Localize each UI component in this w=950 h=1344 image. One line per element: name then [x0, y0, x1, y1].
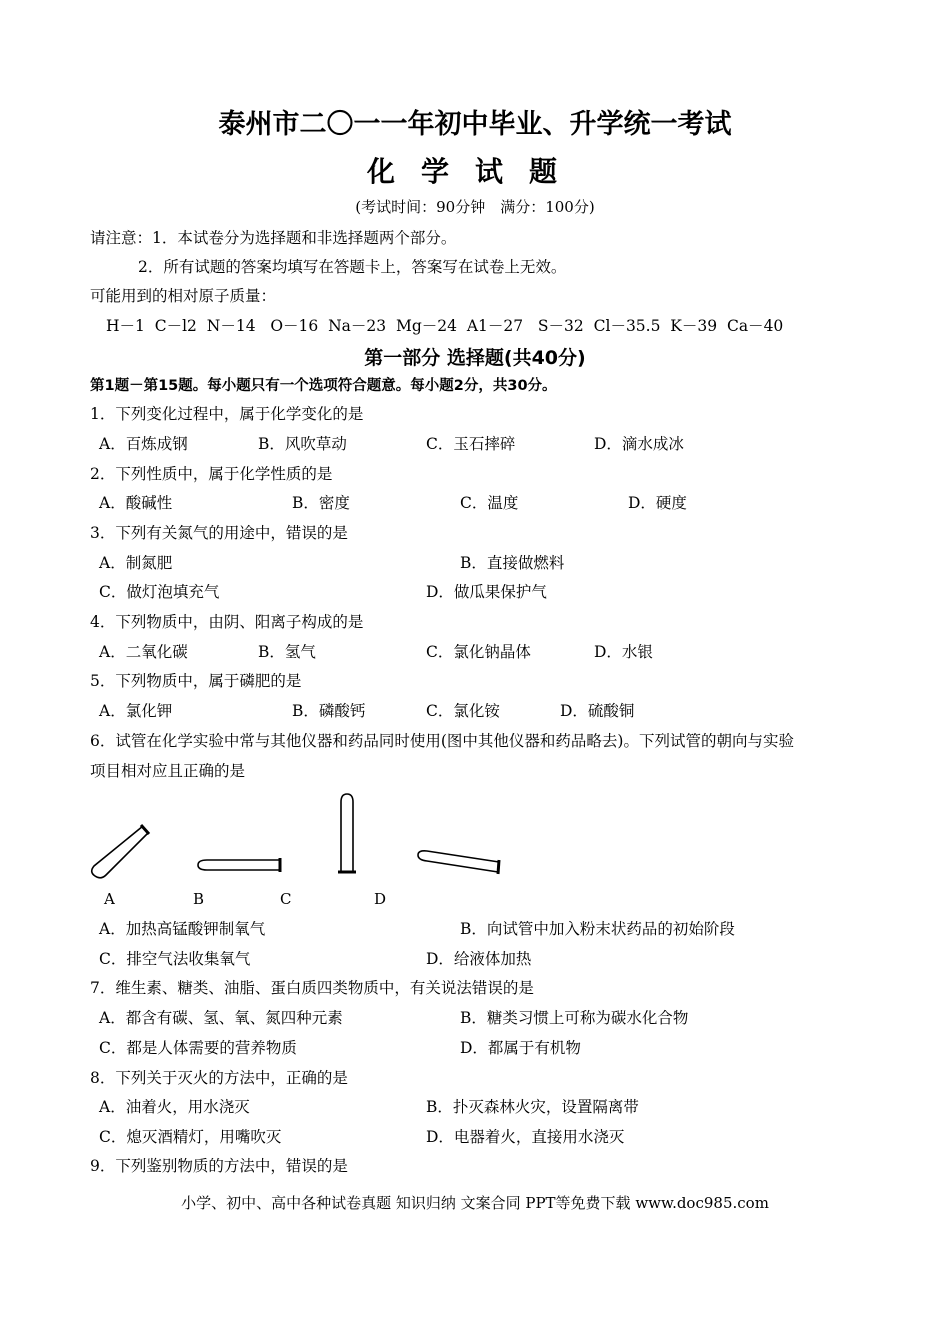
q8-option-c: C．熄灭酒精灯，用嘴吹灭 — [99, 1128, 282, 1146]
question-6-stem-cont: 项目相对应且正确的是 — [90, 762, 246, 780]
q5-option-c: C．氯化铵 — [426, 702, 500, 720]
tube-a-icon — [92, 825, 149, 878]
question-6-stem: 6．试管在化学实验中常与其他仪器和药品同时使用(图中其他仪器和药品略去)。下列试管的朝向与实验 — [90, 732, 794, 750]
tube-b-icon — [198, 858, 280, 872]
q2-option-b: B．密度 — [292, 494, 350, 512]
q3-option-a: A．制氮肥 — [99, 554, 173, 572]
q6-option-d: D．给液体加热 — [426, 950, 532, 968]
q7-option-c: C．都是人体需要的营养物质 — [99, 1039, 297, 1057]
q2-option-d: D．硬度 — [628, 494, 687, 512]
q8-option-b: B．扑灭森林火灾，设置隔离带 — [426, 1098, 639, 1116]
question-8-stem: 8．下列关于灭火的方法中，正确的是 — [90, 1069, 348, 1087]
atomic-mass-list: H－1 C－l2 N－14 O－16 Na－23 Mg－24 A1－27 S－32 Cl－35.5 K－39 Ca－40 — [106, 317, 784, 335]
q6-option-a: A．加热高锰酸钾制氧气 — [99, 920, 266, 938]
q6-option-c: C．排空气法收集氧气 — [99, 950, 251, 968]
q1-option-a: A．百炼成钢 — [99, 435, 188, 453]
figure-label-b: B — [193, 890, 205, 908]
q4-option-d: D．水银 — [594, 643, 653, 661]
q4-option-a: A．二氧化碳 — [99, 643, 188, 661]
q4-option-b: B．氢气 — [258, 643, 316, 661]
q1-option-d: D．滴水成冰 — [594, 435, 684, 453]
q2-option-a: A．酸碱性 — [99, 494, 173, 512]
exam-subtitle: 化学试题 — [366, 155, 583, 188]
footer-text: 小学、初中、高中各种试卷真题 知识归纳 文案合同 PPT等免费下载 www.doc985.com — [181, 1194, 769, 1212]
question-5-stem: 5．下列物质中，属于磷肥的是 — [90, 672, 302, 690]
q2-option-c: C．温度 — [460, 494, 519, 512]
q5-option-d: D．硫酸铜 — [560, 702, 635, 720]
q5-option-b: B．磷酸钙 — [292, 702, 366, 720]
q3-option-c: C．做灯泡填充气 — [99, 583, 220, 601]
test-tube-figure — [85, 790, 515, 885]
q4-option-c: C．氯化钠晶体 — [426, 643, 531, 661]
q7-option-d: D．都属于有机物 — [460, 1039, 581, 1057]
figure-label-c: C — [280, 890, 292, 908]
q8-option-d: D．电器着火，直接用水浇灭 — [426, 1128, 625, 1146]
question-9-stem: 9．下列鉴别物质的方法中，错误的是 — [90, 1157, 348, 1175]
question-7-stem: 7．维生素、糖类、油脂、蛋白质四类物质中，有关说法错误的是 — [90, 979, 534, 997]
q1-option-b: B．风吹草动 — [258, 435, 347, 453]
question-4-stem: 4．下列物质中，由阴、阳离子构成的是 — [90, 613, 364, 631]
q3-option-d: D．做瓜果保护气 — [426, 583, 547, 601]
tube-c-icon — [338, 794, 356, 872]
q3-option-b: B．直接做燃料 — [460, 554, 565, 572]
q6-option-b: B．向试管中加入粉末状药品的初始阶段 — [460, 920, 735, 938]
q7-option-a: A．都含有碳、氢、氧、氮四种元素 — [99, 1009, 343, 1027]
question-2-stem: 2．下列性质中，属于化学性质的是 — [90, 465, 333, 483]
question-1-stem: 1．下列变化过程中，属于化学变化的是 — [90, 405, 364, 423]
atomic-mass-label: 可能用到的相对原子质量： — [90, 287, 277, 305]
q7-option-b: B．糖类习惯上可称为碳水化合物 — [460, 1009, 689, 1027]
q8-option-a: A．油着火，用水浇灭 — [99, 1098, 250, 1116]
q1-option-c: C．玉石摔碎 — [426, 435, 516, 453]
part1-instructions: 第1题－第15题。每小题只有一个选项符合题意。每小题2分，共30分。 — [90, 378, 557, 394]
figure-label-a: A — [104, 890, 115, 908]
note-2: 2．所有试题的答案均填写在答题卡上，答案写在试卷上无效。 — [138, 258, 567, 276]
figure-label-d: D — [374, 890, 387, 908]
exam-title: 泰州市二〇一一年初中毕业、升学统一考试 — [218, 109, 732, 140]
question-3-stem: 3．下列有关氮气的用途中，错误的是 — [90, 524, 348, 542]
exam-info: (考试时间：90分钟 满分：100分) — [355, 198, 595, 216]
note-1: 请注意：1．本试卷分为选择题和非选择题两个部分。 — [90, 229, 457, 247]
q5-option-a: A．氯化钾 — [99, 702, 173, 720]
tube-d-icon — [418, 851, 499, 874]
part1-heading: 第一部分 选择题(共40分) — [364, 347, 586, 369]
